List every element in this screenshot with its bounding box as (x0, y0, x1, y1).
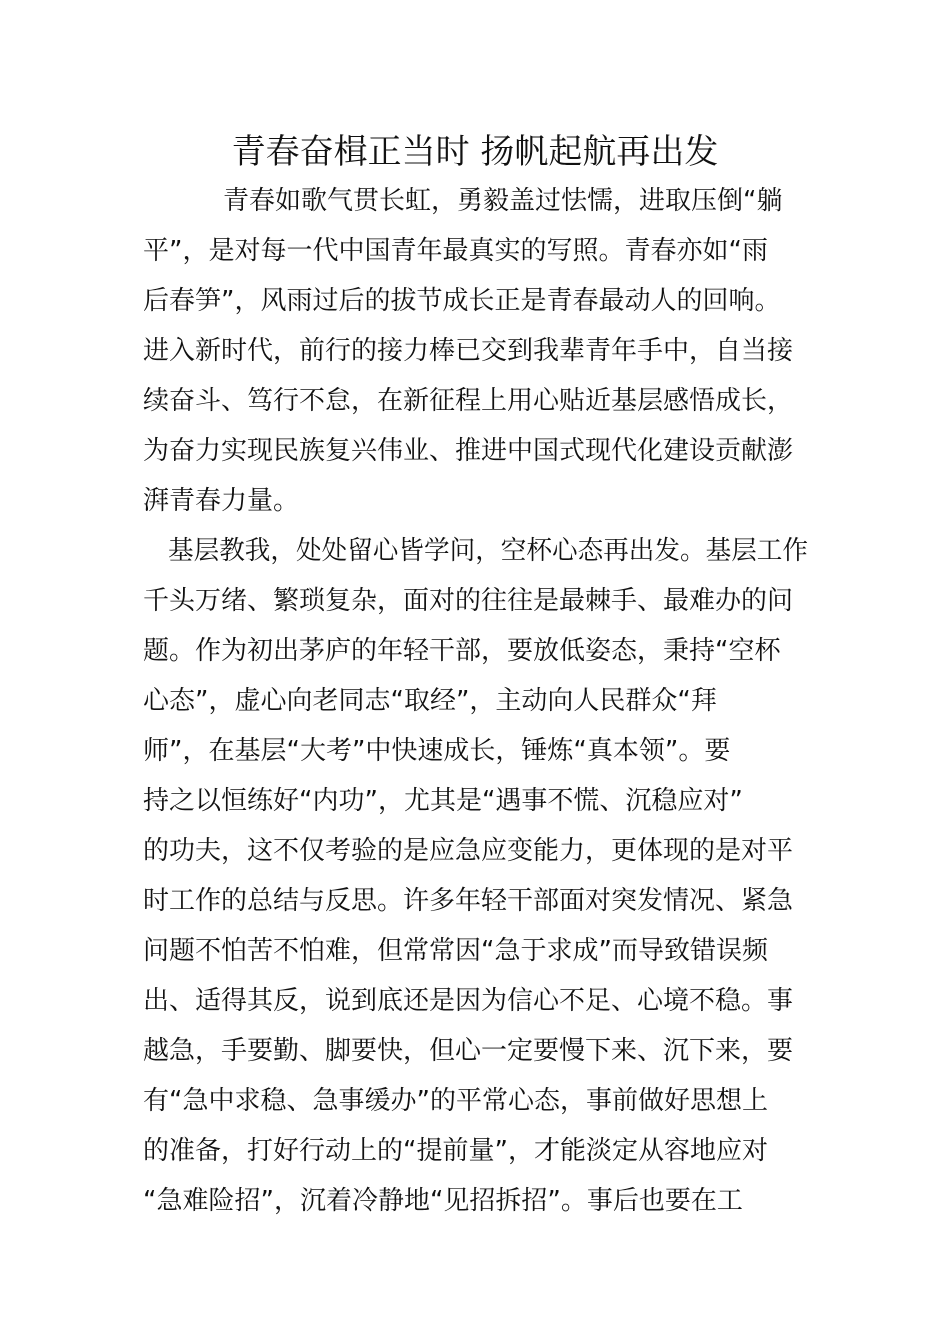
body-line: 湃青春力量。 (143, 486, 300, 516)
body-line: 基层教我，处处留心皆学问，空杯心态再出发。基层工作 (168, 536, 809, 566)
body-line: 持之以恒练好“内功”，尤其是“遇事不慌、沉稳应对” (143, 786, 743, 816)
body-line: 千头万绪、繁琐复杂，面对的往往是最棘手、最难办的问 (143, 586, 794, 616)
document-title: 青春奋楫正当时 扬帆起航再出发 (231, 132, 719, 172)
body-line: 问题不怕苦不怕难，但常常因“急于求成”而导致错误频 (143, 936, 768, 966)
body-line: 平”，是对每一代中国青年最真实的写照。青春亦如“雨 (143, 236, 768, 266)
body-line: “急难险招”，沉着冷静地“见招拆招”。事后也要在工 (143, 1186, 743, 1216)
body-line: 青春如歌气贯长虹，勇毅盖过怯懦，进取压倒“躺 (223, 186, 783, 216)
body-line: 后春笋”，风雨过后的拔节成长正是青春最动人的回响。 (143, 286, 781, 316)
body-line: 为奋力实现民族复兴伟业、推进中国式现代化建设贡献澎 (143, 436, 794, 466)
body-line: 有“急中求稳、急事缓办”的平常心态，事前做好思想上 (143, 1086, 768, 1116)
body-line: 时工作的总结与反思。许多年轻干部面对突发情况、紧急 (143, 886, 794, 916)
body-line: 题。作为初出茅庐的年轻干部，要放低姿态，秉持“空杯 (143, 636, 781, 666)
body-line: 师”，在基层“大考”中快速成长，锤炼“真本领”。要 (143, 736, 731, 766)
body-line: 越急，手要勤、脚要快，但心一定要慢下来、沉下来，要 (143, 1036, 794, 1066)
body-line: 进入新时代，前行的接力棒已交到我辈青年手中，自当接 (143, 336, 794, 366)
body-line: 的准备，打好行动上的“提前量”，才能淡定从容地应对 (143, 1136, 768, 1166)
body-line: 的功夫，这不仅考验的是应急应变能力，更体现的是对平 (143, 836, 794, 866)
body-line: 心态”，虚心向老同志“取经”，主动向人民群众“拜 (143, 686, 717, 716)
body-line: 续奋斗、笃行不怠，在新征程上用心贴近基层感悟成长， (143, 386, 794, 416)
body-line: 出、适得其反，说到底还是因为信心不足、心境不稳。事 (143, 986, 794, 1016)
